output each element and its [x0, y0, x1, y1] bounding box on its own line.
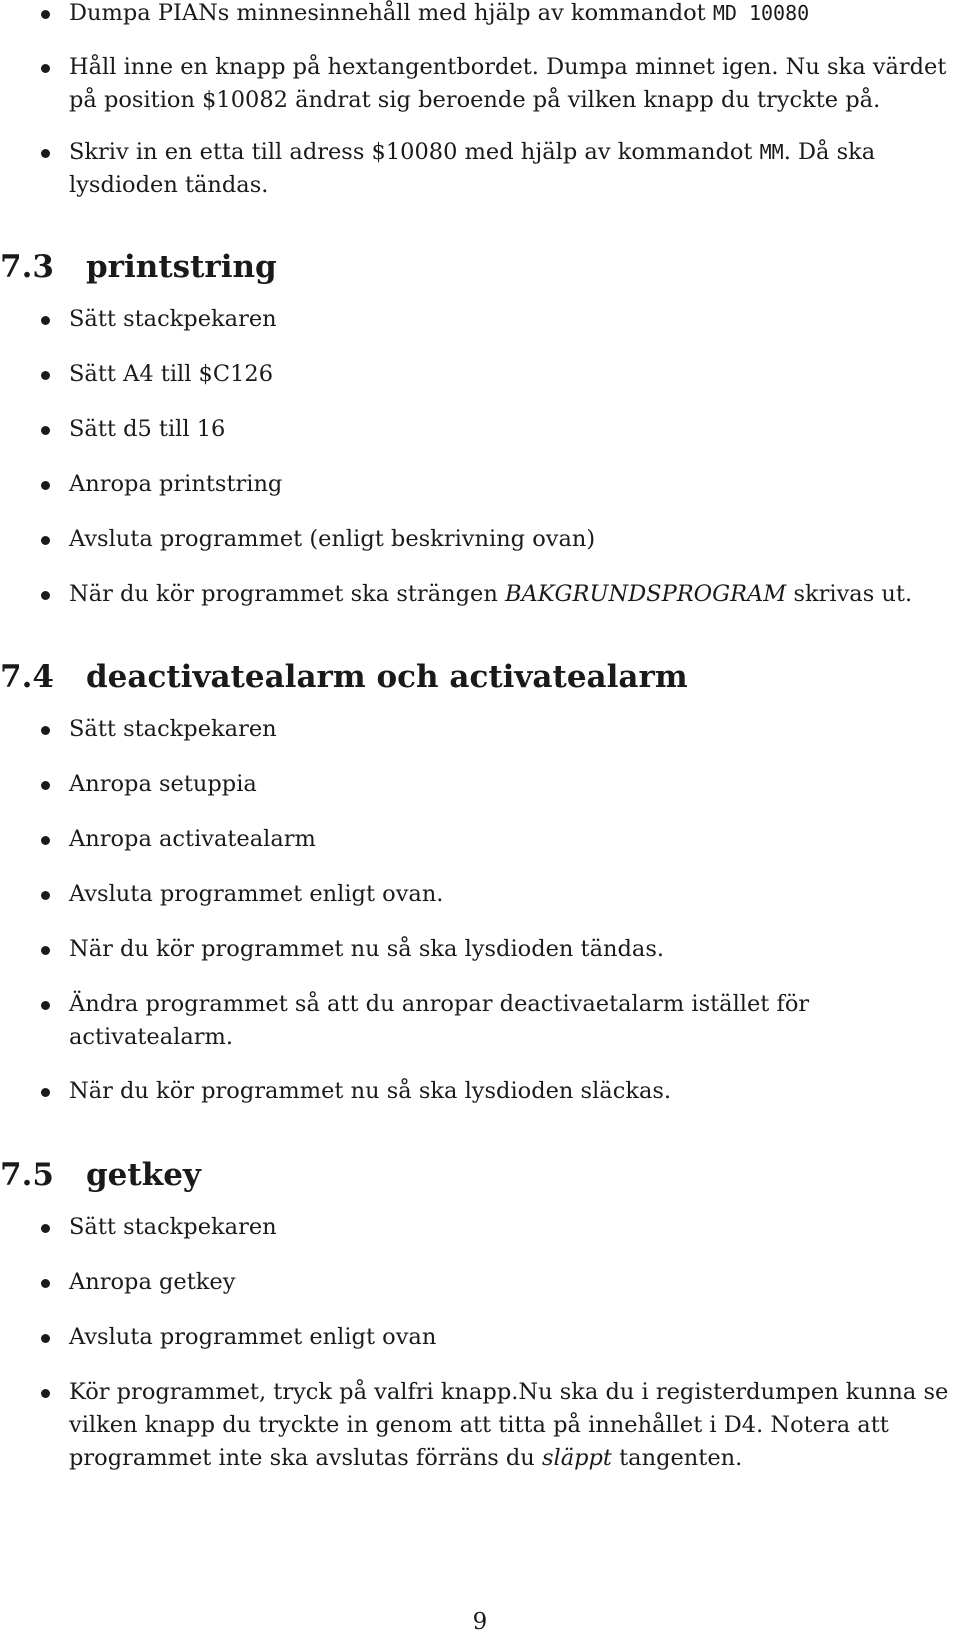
bullet-icon: [41, 1224, 50, 1233]
section-list: [0, 713, 960, 746]
section-number: 7.3: [0, 249, 54, 285]
bullet-icon: [41, 1334, 50, 1343]
section-heading: [0, 1155, 201, 1195]
bullet-icon: [41, 781, 50, 790]
list-item-text: När du kör programmet nu så ska lysdioden tändas.: [69, 936, 665, 962]
top-bullet-list: [0, 136, 960, 202]
section-list: [0, 468, 960, 501]
list-item-text: tangenten.: [611, 1445, 743, 1471]
inline-code: MD 10080: [712, 1, 810, 25]
list-item: [0, 988, 949, 1054]
section-list: [0, 578, 960, 611]
section-title: getkey: [86, 1157, 201, 1193]
section-list: [0, 303, 960, 336]
bullet-icon: [41, 1279, 50, 1288]
list-item-text: Skriv in en etta till adress $10080 med hjälp av kommandot: [69, 139, 760, 165]
list-item: [0, 303, 949, 336]
page-number: 9: [472, 1609, 488, 1635]
section-list: [0, 1266, 960, 1299]
bullet-icon: [41, 891, 50, 900]
section-list: [0, 1321, 960, 1354]
list-item: [0, 1266, 949, 1299]
bullet-icon: [41, 316, 50, 325]
emphasis-text: släppt: [541, 1445, 612, 1471]
bullet-icon: [41, 1389, 50, 1398]
section-title: printstring: [86, 249, 277, 285]
list-item-text: Avsluta programmet enligt ovan: [69, 1324, 437, 1350]
top-bullet-list: [0, 51, 960, 117]
section-list: [0, 768, 960, 801]
list-item-text: Kör programmet, tryck på valfri knapp.Nu ska du i registerdumpen kunna se vilken knapp du tryckte in genom att titta på innehållet i D4. Notera att programmet inte ska avslutas förräns du: [69, 1379, 949, 1471]
section-list: [0, 1376, 960, 1475]
section-list: [0, 823, 960, 856]
list-item: [0, 1075, 949, 1108]
list-item-text: Sätt stackpekaren: [69, 306, 277, 332]
list-item: [0, 823, 949, 856]
section-list: [0, 878, 960, 911]
list-item-text: Avsluta programmet (enligt beskrivning ovan): [69, 526, 596, 552]
list-item: [0, 358, 949, 391]
bullet-icon: [41, 10, 50, 19]
list-item: [0, 136, 949, 202]
list-item: [0, 51, 949, 117]
bullet-icon: [41, 481, 50, 490]
bullet-icon: [41, 726, 50, 735]
section-heading: [0, 247, 277, 287]
list-item: [0, 1211, 949, 1244]
section-title: deactivatealarm och activatealarm: [86, 659, 688, 695]
section-list: [0, 933, 960, 966]
section-list: [0, 1075, 960, 1108]
list-item-text: Sätt stackpekaren: [69, 716, 277, 742]
bullet-icon: [41, 591, 50, 600]
list-item-text: Dumpa PIANs minnesinnehåll med hjälp av kommandot: [69, 0, 713, 26]
bullet-icon: [41, 426, 50, 435]
list-item-text: Anropa printstring: [69, 471, 283, 497]
bullet-icon: [41, 536, 50, 545]
bullet-icon: [41, 946, 50, 955]
list-item: [0, 468, 949, 501]
list-item-text: Sätt d5 till 16: [69, 416, 226, 442]
list-item: [0, 933, 949, 966]
list-item-text: Sätt A4 till $C126: [69, 361, 274, 387]
bullet-icon: [41, 371, 50, 380]
list-item-text: Avsluta programmet enligt ovan.: [69, 881, 444, 907]
list-item-text: Ändra programmet så att du anropar deactivaetalarm istället för activatealarm.: [69, 991, 810, 1050]
list-item-text: Håll inne en knapp på hextangentbordet. Dumpa minnet igen. Nu ska värdet på position $10082 ändrat sig beroende på vilken knapp du tryckte på.: [69, 54, 947, 113]
list-item-text: Anropa activatealarm: [69, 826, 316, 852]
list-item: [0, 878, 949, 911]
section-list: [0, 358, 960, 391]
bullet-icon: [41, 149, 50, 158]
bullet-icon: [41, 1088, 50, 1097]
list-item: [0, 578, 949, 611]
bullet-icon: [41, 64, 50, 73]
bullet-icon: [41, 836, 50, 845]
section-list: [0, 1211, 960, 1244]
bullet-icon: [41, 1001, 50, 1010]
section-list: [0, 988, 960, 1054]
list-item: [0, 713, 949, 746]
list-item-text: Anropa getkey: [69, 1269, 236, 1295]
list-item-text: . Då ska lysdioden tändas.: [69, 139, 876, 198]
inline-code: MM: [759, 140, 784, 164]
section-list: [0, 413, 960, 446]
list-item: [0, 413, 949, 446]
list-item-text: När du kör programmet nu så ska lysdioden släckas.: [69, 1078, 672, 1104]
list-item-text: skrivas ut.: [786, 581, 913, 607]
top-bullet-list: [0, 0, 960, 30]
section-heading: [0, 657, 688, 697]
list-item: [0, 1321, 949, 1354]
list-item: [0, 1376, 949, 1475]
section-number: 7.4: [0, 659, 54, 695]
list-item-text: Sätt stackpekaren: [69, 1214, 277, 1240]
section-number: 7.5: [0, 1157, 54, 1193]
list-item-text: Anropa setuppia: [69, 771, 257, 797]
list-item: [0, 523, 949, 556]
list-item: [0, 768, 949, 801]
list-item: [0, 0, 949, 30]
emphasis-text: BAKGRUNDSPROGRAM: [504, 581, 787, 607]
section-list: [0, 523, 960, 556]
list-item-text: När du kör programmet ska strängen: [69, 581, 505, 607]
